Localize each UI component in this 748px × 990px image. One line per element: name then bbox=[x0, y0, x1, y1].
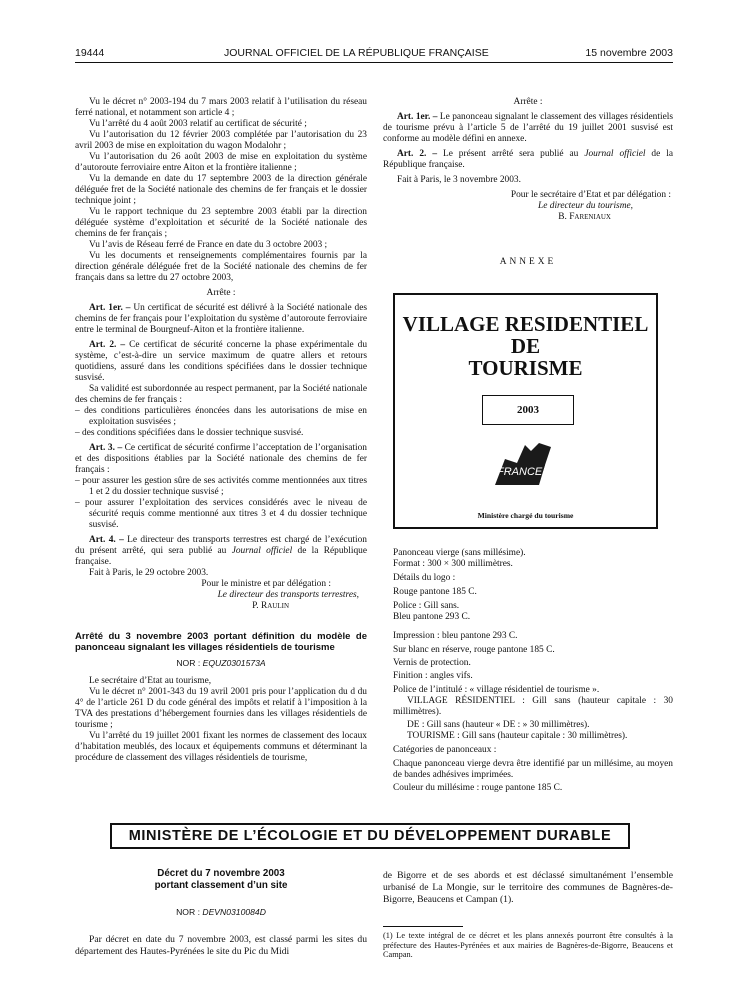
fait-a-paris: Fait à Paris, le 29 octobre 2003. bbox=[89, 568, 209, 578]
france-logo-icon bbox=[491, 441, 555, 489]
article-label: Art. 2. – bbox=[89, 340, 126, 350]
left-column bbox=[75, 97, 367, 612]
arrete-title: Arrêté du 3 novembre 2003 portant définition du modèle de panonceau signalant les villages résidentiels de tourisme bbox=[75, 631, 367, 653]
spec-line: DE : Gill sans (hauteur « DE : » 30 millimètres). bbox=[407, 720, 590, 730]
spec-line: Rouge pantone 185 C. bbox=[393, 587, 477, 597]
preamble: Le secrétaire d’Etat au tourisme, bbox=[89, 676, 212, 686]
article-2: Art. 2. – Ce certificat de sécurité concerne la phase expérimentale du système, c’est-à-dire un service maximum de quatre allers et retours quotidiens, assuré dans les conditions spécifiées dans le dossier technique susvisé. bbox=[75, 340, 368, 383]
article-label: Art. 3. – bbox=[89, 443, 123, 453]
spec-line: Catégories de panonceaux : bbox=[393, 745, 497, 755]
nor-reference: NOR : EQUZ0301573A bbox=[176, 658, 266, 668]
dash-item: – pour assurer l’exploitation des services considérés avec le niveau de sécurité requis comme mentionné aux titres 3 et 4 du dossier technique susvisé. bbox=[75, 498, 367, 530]
spec-line: Couleur du millésime : rouge pantone 185 C. bbox=[393, 783, 563, 793]
spec-line: Détails du logo : bbox=[393, 573, 456, 583]
vu-clause: Vu l’arrêté du 4 août 2003 relatif au certificat de sécurité ; bbox=[89, 119, 307, 129]
vu-clause: Vu le décret n° 2003-194 du 7 mars 2003 relatif à l’utilisation du réseau ferré national, et notamment son article 4 ; bbox=[75, 97, 367, 118]
article-label: Art. 4. – bbox=[89, 535, 124, 545]
year-box: 2003 bbox=[482, 395, 574, 425]
vu-clause: Vu le décret n° 2001-343 du 19 avril 2001 pris pour l’application du d du 4° de l’article 261 D du code général des impôts et relatif à l’imposition à la TVA des prestations d’hébergement fournies dans les villages résidentiels de tourisme ; bbox=[75, 687, 367, 730]
journal-title: JOURNAL OFFICIEL DE LA RÉPUBLIQUE FRANÇAISE bbox=[224, 47, 489, 59]
vu-clause: Vu les documents et renseignements complémentaires fournis par la direction générale déléguée fret de la Société nationale des chemins de fer français dans sa lettre du 27 octobre 2003, bbox=[75, 251, 367, 283]
dash-item: – des conditions spécifiées dans le dossier technique susvisé. bbox=[75, 428, 304, 438]
left-column-decree bbox=[75, 631, 367, 764]
vu-clause: Vu l’autorisation du 26 août 2003 de mise en exploitation du système d’autoroute ferroviaire entre Aiton et la frontière italienne ; bbox=[75, 152, 367, 173]
spec-line: Finition : angles vifs. bbox=[393, 671, 473, 681]
arrete-heading: Arrête : bbox=[513, 97, 543, 107]
spec-line: Format : 300 × 300 millimètres. bbox=[393, 559, 513, 569]
ministry-heading: MINISTÈRE DE L’ÉCOLOGIE ET DU DÉVELOPPEMENT DURABLE bbox=[110, 823, 630, 849]
decree-title: Décret du 7 novembre 2003 portant classement d’un site bbox=[154, 868, 288, 891]
vu-clause: Vu l’arrêté du 19 juillet 2001 fixant les normes de classement des locaux d’habitation meublés, des locaux et équipements communs et déterminant la procédure de classement des villages résidentiels de tourisme, bbox=[75, 731, 367, 763]
footnote-rule bbox=[383, 926, 463, 927]
spec-line: Police : Gill sans. bbox=[393, 601, 460, 611]
footnote: (1) Le texte intégral de ce décret et les plans annexés pourront être consultés à la préfecture des Hautes-Pyrénées et aux mairies de Bagnères-de-Bigorre, Beaucens et Campan. bbox=[383, 931, 673, 959]
article-4: Art. 4. – Le directeur des transports terrestres est chargé de l’exécution du présent arrêté, qui sera publié au Journal officiel de la République française. bbox=[75, 535, 367, 567]
article-3: Art. 3. – Ce certificat de sécurité confirme l’acceptation de l’organisation et des dispositions établies par la Société nationale des chemins de fer français : bbox=[75, 443, 367, 475]
spec-line: Panonceau vierge (sans millésime). bbox=[393, 548, 526, 558]
vu-clause: Vu l’avis de Réseau ferré de France en date du 3 octobre 2003 ; bbox=[89, 240, 328, 250]
article-label: Art. 1er. – bbox=[397, 112, 438, 122]
ministry-caption: Ministère chargé du tourisme bbox=[477, 511, 574, 520]
article-1: Art. 1er. – Un certificat de sécurité est délivré à la Société nationale des chemins de fer français pour l’exploitation du système d’autoroute ferroviaire entre le terminal de Bourgneuf-Aiton et la frontière italienne. bbox=[75, 303, 368, 335]
spec-line: TOURISME : Gill sans (hauteur capitale : 30 millimètres). bbox=[407, 731, 628, 741]
panonceau-title: VILLAGE RESIDENTIEL DE TOURISME bbox=[402, 312, 649, 380]
spec-line: Impression : bleu pantone 293 C. bbox=[393, 631, 518, 641]
logo-text: FRANCE bbox=[497, 466, 543, 478]
signature-title: Le directeur des transports terrestres, bbox=[217, 590, 359, 600]
signature-name: B. Fareniaux bbox=[558, 212, 611, 222]
issue-date: 15 novembre 2003 bbox=[585, 47, 673, 59]
signature-line: Pour le secrétaire d’Etat et par délégation : bbox=[510, 190, 671, 200]
page-number: 19444 bbox=[75, 47, 105, 59]
vu-clause: Vu le rapport technique du 23 septembre 2003 établi par la direction déléguée système d’exploitation et sécurité de la Société nationale des chemins de fer français ; bbox=[75, 207, 367, 239]
spec-line: Chaque panonceau vierge devra être identifié par un millésime, au moyen de bandes adhésives imprimées. bbox=[393, 759, 673, 780]
decree-body-right: de Bigorre et de ses abords et est déclassé simultanément l’ensemble urbanisé de La Mongie, sur le territoire des communes de Bagnères-de-Bigorre, Beaucens et Campan (1). bbox=[383, 870, 673, 905]
right-column bbox=[383, 97, 673, 268]
decree-body-left: Par décret en date du 7 novembre 2003, est classé parmi les sites du département des Hautes-Pyrénées le site du Pic du Midi bbox=[75, 934, 367, 957]
spec-line: VILLAGE RÉSIDENTIEL : Gill sans (hauteur capitale : 30 millimètres). bbox=[393, 696, 673, 717]
signature-name: P. Raulin bbox=[252, 601, 289, 611]
vu-clause: Vu la demande en date du 17 septembre 2003 de la direction générale déléguée fret de la Société nationale des chemins de fer français et le dossier technique joint ; bbox=[75, 174, 367, 206]
vu-clause: Vu l’autorisation du 12 février 2003 complétée par l’autorisation du 23 avril 2003 de mise en exploitation du wagon Modalohr ; bbox=[75, 130, 367, 151]
spec-line: Bleu pantone 293 C. bbox=[393, 612, 471, 622]
spec-line: Police de l’intitulé : « village résidentiel de tourisme ». bbox=[393, 685, 600, 695]
fait-a-paris: Fait à Paris, le 3 novembre 2003. bbox=[397, 175, 521, 185]
spec-line: Sur blanc en réserve, rouge pantone 185 C. bbox=[393, 645, 555, 655]
article-label: Art. 1er. – bbox=[89, 303, 131, 313]
spec-line: Vernis de protection. bbox=[393, 658, 471, 668]
article-2-paragraph: Sa validité est subordonnée au respect permanent, par la Société nationale des chemins de fer français : bbox=[75, 384, 367, 405]
signature-title: Le directeur du tourisme, bbox=[538, 201, 633, 211]
nor-reference: NOR : DEVN0310084D bbox=[176, 907, 266, 917]
panonceau-specs bbox=[393, 548, 673, 794]
article-label: Art. 2. – bbox=[397, 149, 438, 159]
panonceau-model bbox=[393, 293, 658, 529]
annexe-heading: ANNEXE bbox=[499, 257, 557, 267]
arrete-heading: Arrête : bbox=[206, 288, 236, 298]
signature-line: Pour le ministre et par délégation : bbox=[201, 579, 331, 589]
article-1: Art. 1er. – Le panonceau signalant le classement des villages résidentiels de tourisme prévu à l’article 5 de l’arrêté du 19 juillet 2001 susvisé est conforme au modèle défini en annexe. bbox=[383, 112, 673, 144]
dash-item: – pour assurer les gestion sûre de ses activités comme mentionnées aux titres 1 et 2 du dossier technique susvisé ; bbox=[75, 476, 367, 497]
header-rule bbox=[75, 62, 673, 63]
dash-item: – des conditions particulières énoncées dans les autorisations de mise en exploitation susvisées ; bbox=[75, 406, 367, 427]
article-2: Art. 2. – Le présent arrêté sera publié au Journal officiel de la République française. bbox=[383, 149, 673, 170]
